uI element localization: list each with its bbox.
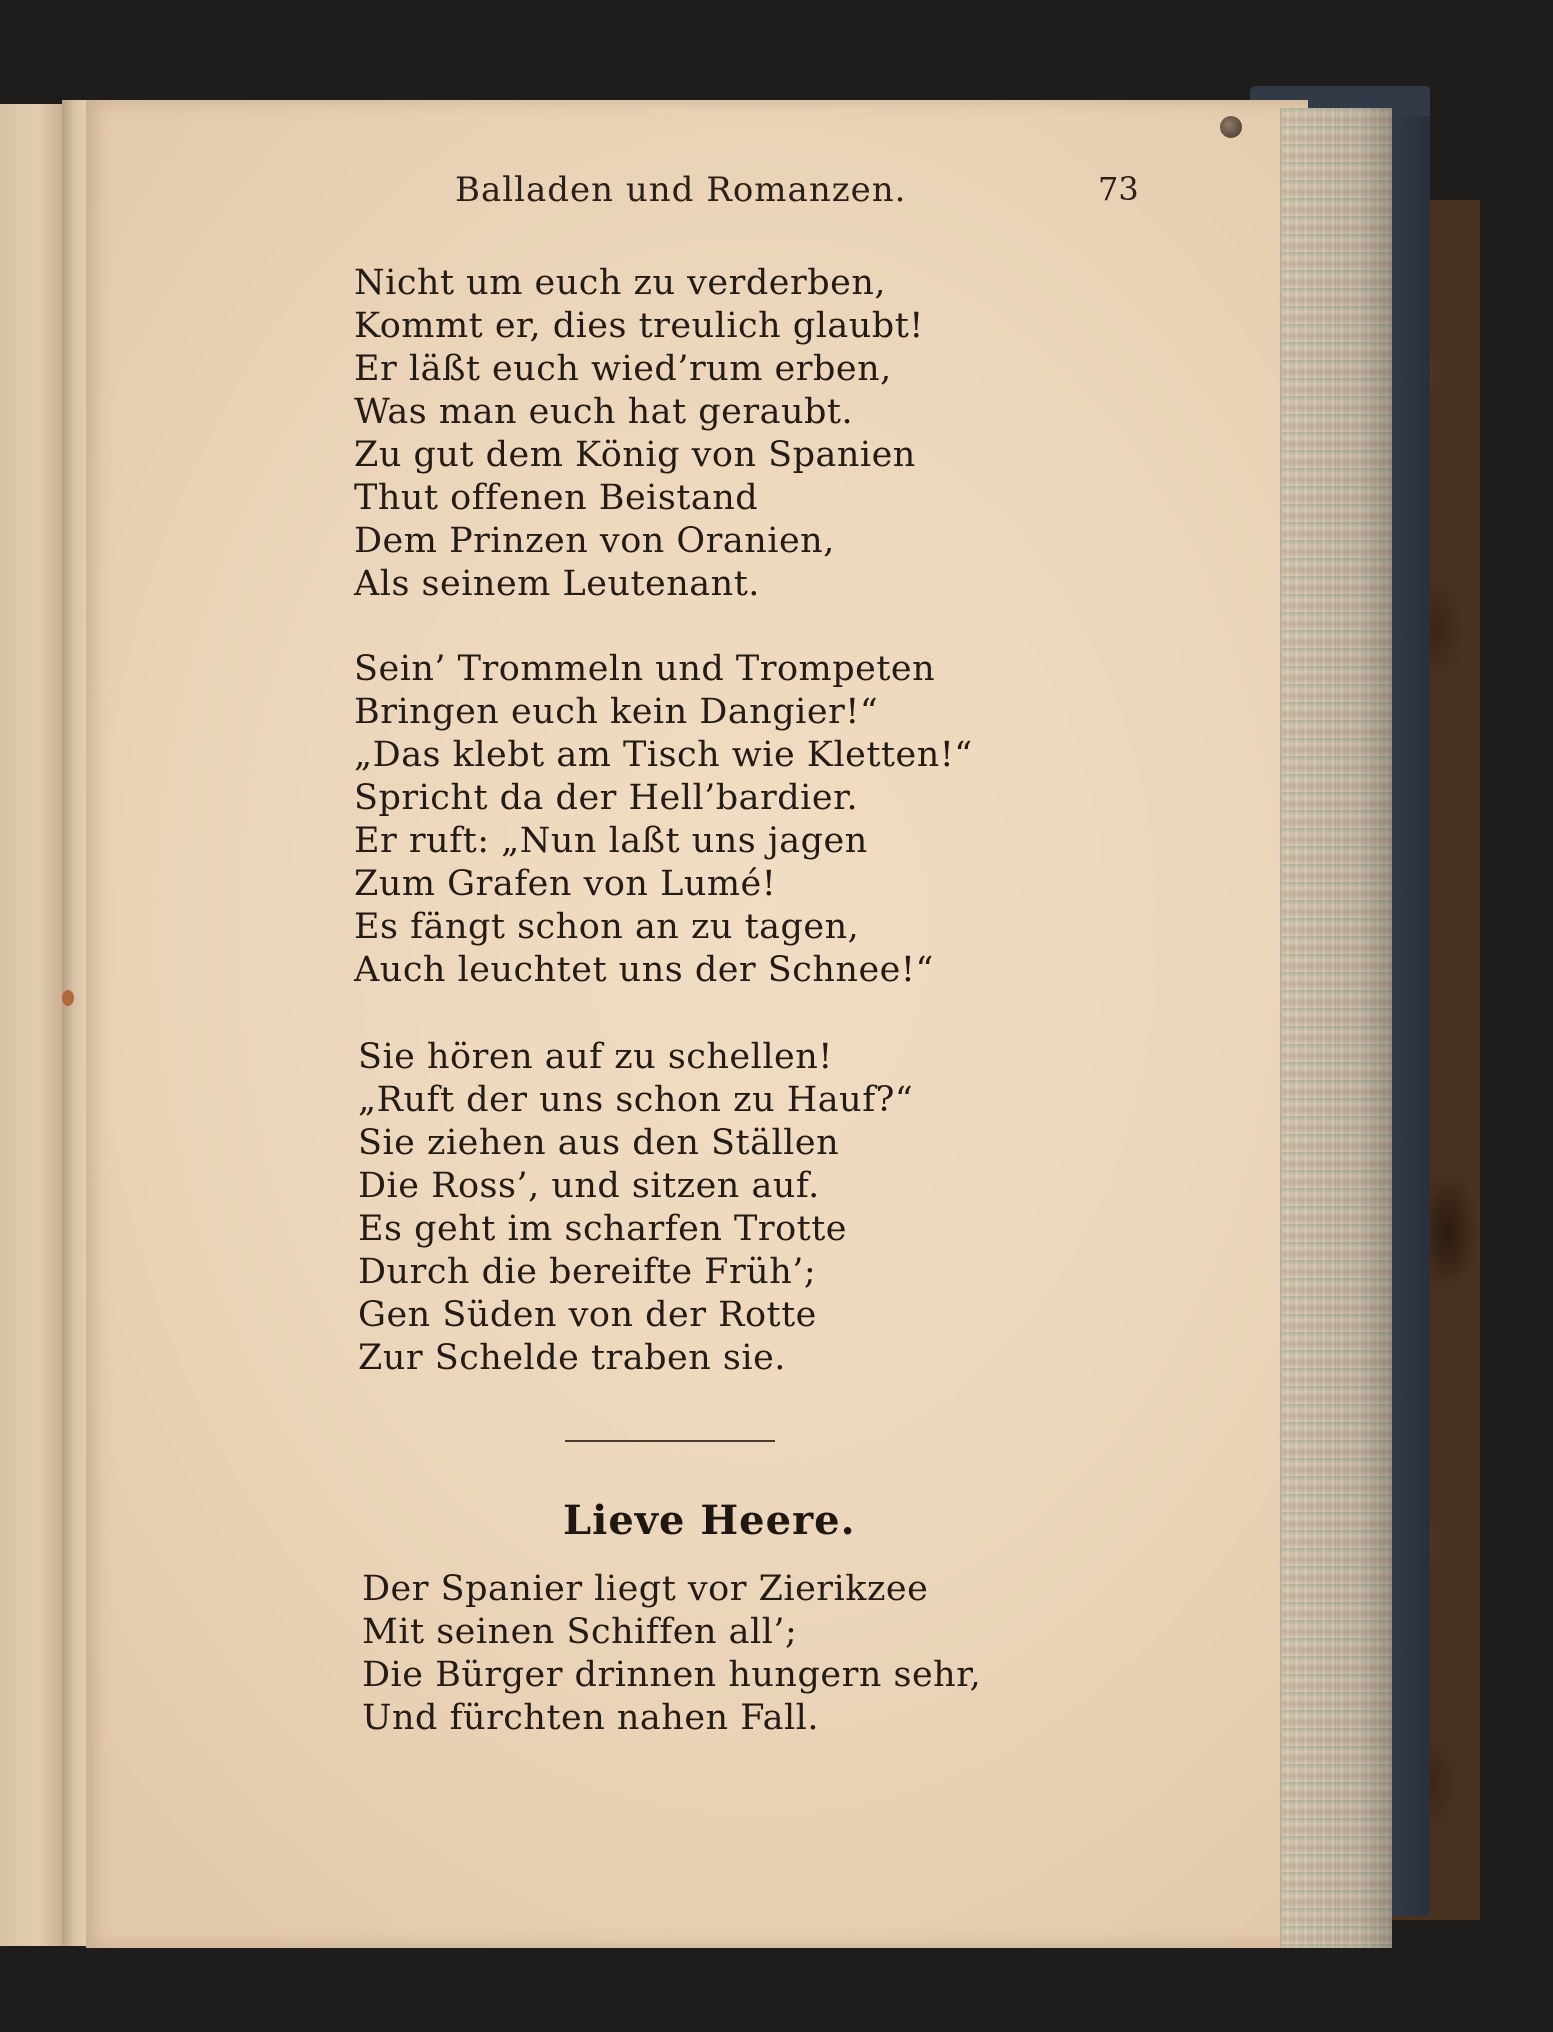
verse-line: Es geht im scharfen Trotte: [358, 1209, 848, 1249]
stanza-next-poem: [362, 1568, 981, 1740]
verse-line: Mit seinen Schiffen all’;: [362, 1612, 798, 1652]
verse-line: Auch leuchtet uns der Schnee!“: [354, 950, 934, 990]
verse-line: Sie hören auf zu schellen!: [358, 1037, 833, 1077]
verse-line: Als seinem Leutenant.: [354, 564, 760, 604]
verse-line: Spricht da der Hell’bardier.: [354, 778, 859, 818]
verse-line: Zum Grafen von Lumé!: [354, 864, 777, 904]
verse-line: Dem Prinzen von Oranien,: [354, 521, 835, 561]
verse-line: Er läßt euch wied’rum erben,: [354, 349, 892, 389]
running-head: Balladen und Romanzen.: [455, 170, 907, 210]
corner-stain: [1220, 116, 1242, 138]
verse-line: Gen Süden von der Rotte: [358, 1295, 817, 1335]
stanza-2: [354, 648, 973, 992]
marbled-fore-edge: [1280, 108, 1392, 1948]
verse-line: Zur Schelde traben sie.: [358, 1338, 786, 1378]
poem-title: Lieve Heere.: [563, 1497, 856, 1544]
verse-line: Er ruft: „Nun laßt uns jagen: [354, 821, 868, 861]
verse-line: „Das klebt am Tisch wie Kletten!“: [354, 735, 973, 775]
verse-line: Thut offenen Beistand: [354, 478, 759, 518]
verse-line: Es fängt schon an zu tagen,: [354, 907, 860, 947]
verse-line: Sein’ Trommeln und Trompeten: [354, 649, 936, 689]
section-divider: [565, 1440, 775, 1442]
verse-line: Bringen euch kein Dangier!“: [354, 692, 879, 732]
verse-line: Kommt er, dies treulich glaubt!: [354, 306, 924, 346]
gutter-mark: [62, 990, 74, 1006]
left-facing-page: [0, 104, 63, 1946]
verse-line: „Ruft der uns schon zu Hauf?“: [358, 1080, 914, 1120]
verse-line: Und fürchten nahen Fall.: [362, 1698, 820, 1738]
verse-line: Der Spanier liegt vor Zierikzee: [362, 1569, 929, 1609]
verse-line: Zu gut dem König von Spanien: [354, 435, 916, 475]
verse-line: Sie ziehen aus den Ställen: [358, 1123, 840, 1163]
verse-line: Was man euch hat geraubt.: [354, 392, 854, 432]
verse-line: Die Ross’, und sitzen auf.: [358, 1166, 820, 1206]
page-number: 73: [1098, 170, 1139, 208]
stanza-3: [358, 1036, 913, 1380]
stanza-1: [354, 262, 924, 606]
verse-line: Durch die bereifte Früh’;: [358, 1252, 817, 1292]
verse-line: Nicht um euch zu verderben,: [354, 263, 886, 303]
verse-line: Die Bürger drinnen hungern sehr,: [362, 1655, 982, 1695]
